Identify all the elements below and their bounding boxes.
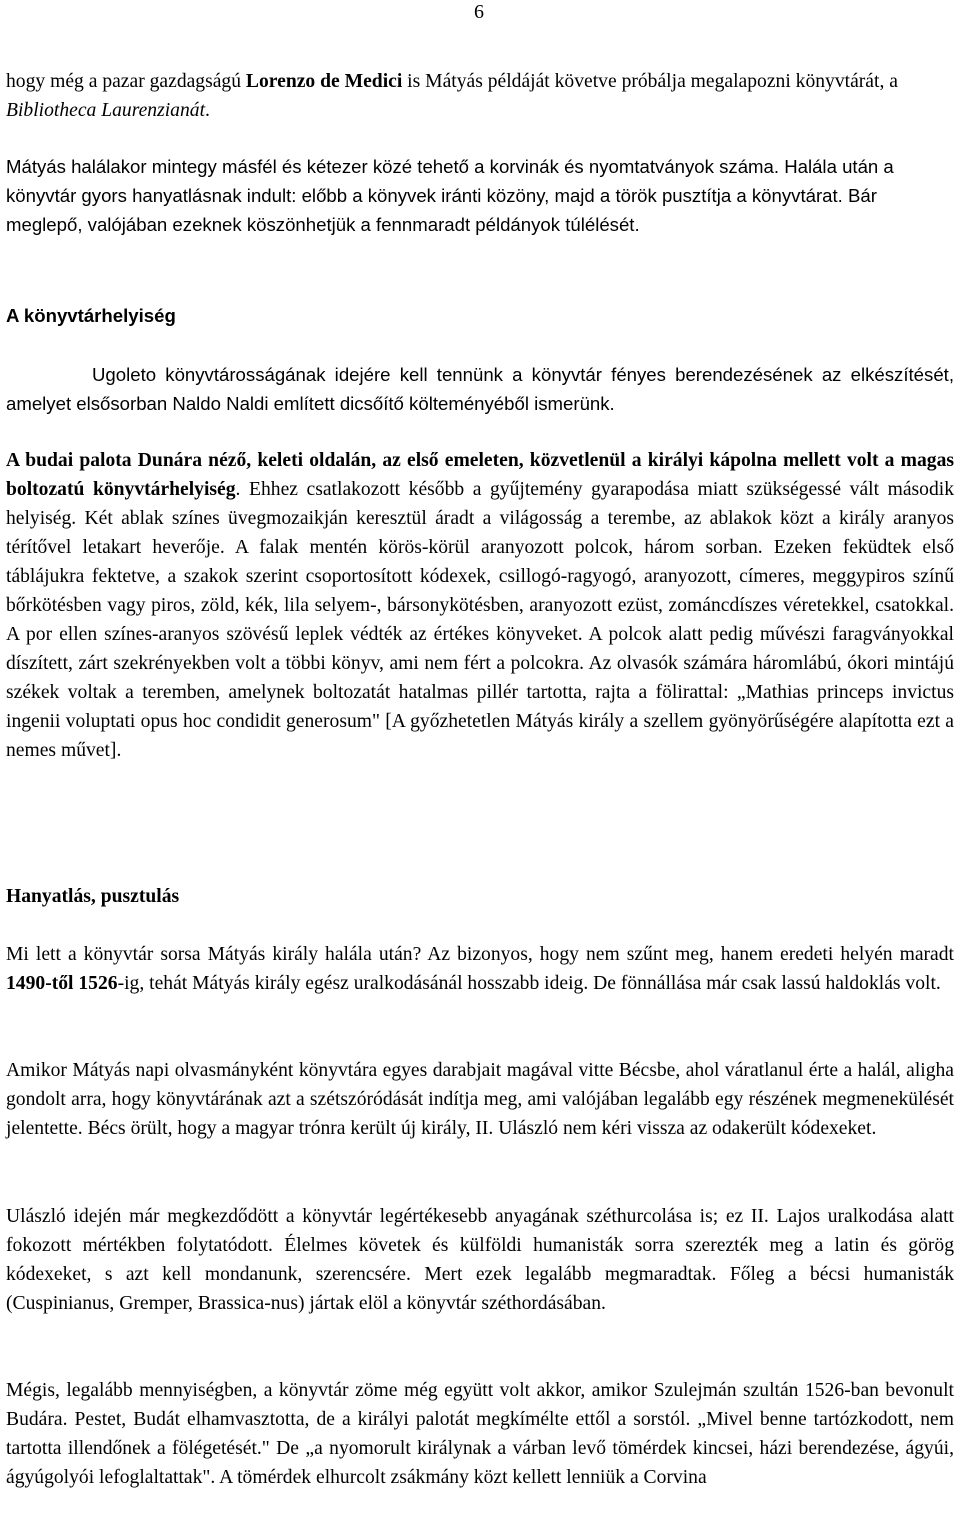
- heading-decline: Hanyatlás, pusztulás: [6, 886, 180, 907]
- paragraph-ugoleto: Ugoleto könyvtárosságának idejére kell tennünk a könyvtár fényes berendezésének az elkészítését, amelyet elsősorban Naldo Naldi említett dicsőítő költeményéből ismerünk.: [6, 364, 954, 414]
- fate-text-2: -ig, tehát Mátyás király egész uralkodásánál hosszabb ideig. De fönnállása már csak lassú haldoklás volt.: [117, 973, 941, 994]
- paragraph-library-room: [6, 446, 954, 765]
- intro-italic-title: Bibliotheca Laurenzianát: [6, 100, 206, 121]
- page-number: 6: [474, 1, 484, 23]
- fate-bold-years: 1490-től 1526: [6, 973, 118, 994]
- paragraph-fate: [6, 940, 954, 998]
- library-room-bold: A budai palota Dunára néző, keleti oldalán, az első emeleten, közvetlenül a királyi kápolna mellett volt a magas boltozatú könyvtárhelyiség: [6, 450, 954, 500]
- paragraph-intro: [6, 67, 954, 125]
- intro-bold-name: Lorenzo de Medici: [245, 71, 403, 92]
- intro-text-3: .: [205, 100, 210, 121]
- paragraph-vienna: Amikor Mátyás napi olvasmányként könyvtára egyes darabjait magával vitte Bécsbe, ahol váratlanul érte a halál, aligha gondolt arra, hogy könyvtárának azt a szétszóródását indítja meg, ami valójában legalább egy részének megmenekülését jelentette. Bécs örült, hogy a magyar trónra került új király, II. Ulászló nem kéri vissza az odakerült kódexeket.: [6, 1060, 954, 1139]
- paragraph-library-decline: Mátyás halálakor mintegy másfél és kétezer közé tehető a korvinák és nyomtatványok száma. Halála után a könyvtár gyors hanyatlásnak indult: előbb a könyvek iránti közöny, majd a török pusztítja a könyvtárat. Bár meglepő, valójában ezeknek köszönhetjük a fennmaradt példányok túlélését.: [6, 156, 894, 235]
- intro-text-2: is Mátyás példáját követve próbálja megalapozni könyvtárát, a: [402, 71, 898, 92]
- intro-text-1: hogy még a pazar gazdagságú: [6, 71, 246, 92]
- fate-text-1: Mi lett a könyvtár sorsa Mátyás király halála után? Az bizonyos, hogy nem szűnt meg, hanem eredeti helyén maradt: [6, 944, 954, 965]
- heading-library-room: A könyvtárhelyiség: [6, 305, 176, 326]
- paragraph-ulaszlo: Ulászló idején már megkezdődött a könyvtár legértékesebb anyagának széthurcolása is; ez II. Lajos uralkodása alatt fokozott mértékben folytatódott. Élelmes követek és külföldi humanisták sorra szerezték meg a latin és görög kódexeket, s azt kell mondanunk, szerencsére. Mert ezek legalább megmaradtak. Főleg a bécsi humanisták (Cuspinianus, Gremper, Brassica-nus) jártak elöl a könyvtár széthordásában.: [6, 1206, 954, 1314]
- paragraph-suleiman: Mégis, legalább mennyiségben, a könyvtár zöme még együtt volt akkor, amikor Szulejmán szultán 1526-ban bevonult Budára. Pestet, Budát elhamvasztotta, de a királyi palotát megkímélte ettől a sorstól. „Mivel benne tartózkodott, nem tartotta illendőnek a fölégetését." De „a nyomorult királynak a várban levő tömérdek kincsei, házi berendezése, ágyúi, ágyúgolyói lefoglaltattak". A tömérdek elhurcolt zsákmány közt kellett lenniük a Corvina: [6, 1380, 954, 1488]
- library-room-text: . Ehhez csatlakozott később a gyűjtemény gyarapodása miatt szükségessé vált második helyiség. Két ablak színes üvegmozaikján keresztül áradt a világosság a terembe, az ablakok közt a király aranyos térítővel letakart heverője. A falak mentén körös-körül aranyozott polcok, három sorban. Ezeken feküdtek első táblájukra fektetve, a szakok szerint csoportosított kódexek, csillogó-ragyogó, aranyozott, címeres, meggypiros színű bőrkötésben vagy piros, zöld, kék, lila selyem-, bársonykötésben, aranyozott ezüst, zománcdíszes véretekkel, csatokkal. A por ellen színes-aranyos szövésű leplek védték az értékes könyveket. A polcok alatt pedig művészi faragványokkal díszített, zárt szekrényekben volt a többi könyv, ami nem fért a polcokra. Az olvasók számára háromlábú, ókori mintájú székek voltak a teremben, amelynek boltozatát hatalmas pillér tartotta, rajta a fölirattal: „Mathias princeps invictus ingenii voluptati opus hoc condidit generosum" [A győzhetetlen Mátyás király a szellem gyönyörűségére alapította ezt a nemes művet].: [6, 479, 954, 761]
